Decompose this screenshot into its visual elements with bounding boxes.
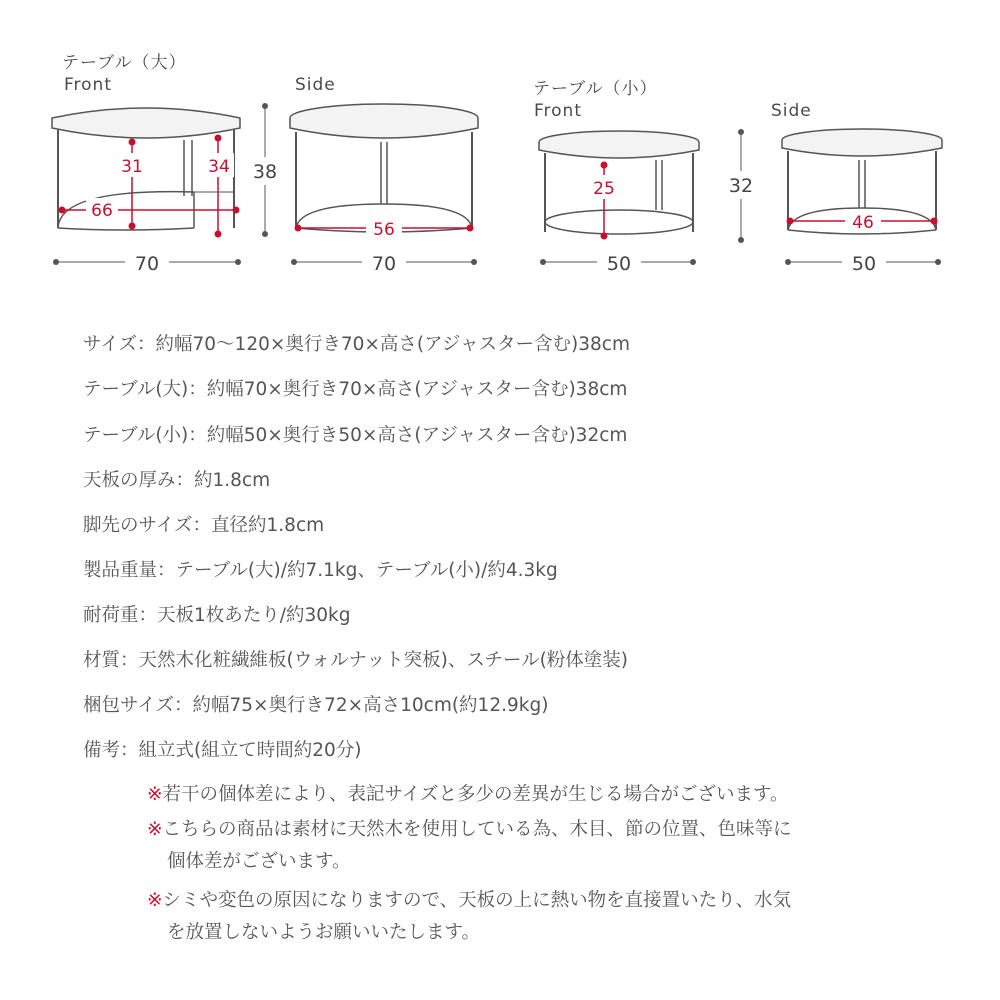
small-front-label: Front: [534, 101, 582, 121]
note-mark: ※: [147, 784, 163, 805]
large-front-dimensions: [53, 135, 241, 276]
large-side-dimensions: [291, 216, 477, 275]
spec-package-size: 梱包サイズ：約幅75×奥行き72×高さ10cm(約12.9kg): [83, 695, 549, 716]
small-side-base: 46: [852, 213, 874, 233]
dimension-diagram: [0, 0, 1000, 290]
large-front-width: 70: [134, 253, 160, 275]
spec-top-thickness: 天板の厚み：約1.8cm: [83, 470, 271, 491]
note-item: [147, 889, 791, 944]
large-front-base: 66: [91, 201, 113, 221]
spec-size: サイズ：約幅70〜120×奥行き70×高さ(アジャスター含む)38cm: [83, 334, 630, 355]
note-text: こちらの商品は素材に天然木を使用している為、木目、節の位置、色味等に: [162, 819, 792, 840]
note-item: [147, 818, 792, 873]
note-text: シミや変色の原因になりますので、天板の上に熱い物を直接置いたり、水気: [162, 890, 792, 911]
large-side-base: 56: [373, 220, 395, 240]
small-front-inner-height: 25: [593, 179, 615, 199]
small-height-dimension: [726, 129, 756, 243]
large-table-title: テーブル（大）: [62, 53, 187, 73]
spec-load-capacity: 耐荷重：天板1枚あたり/約30kg: [83, 605, 351, 626]
spec-small-table: テーブル(小)：約幅50×奥行き50×高さ(アジャスター含む)32cm: [83, 425, 628, 446]
note-text-continued: を放置しないようお願いいたします。: [167, 922, 481, 944]
large-front-inner-height: 31: [121, 157, 143, 177]
note-text: 若干の個体差により、表記サイズと多少の差異が生じる場合がございます。: [162, 784, 789, 805]
large-side-width: 70: [371, 253, 397, 275]
large-side-label: Side: [295, 75, 336, 95]
spec-large-table: テーブル(大)：約幅70×奥行き70×高さ(アジャスター含む)38cm: [83, 379, 628, 400]
note-mark: ※: [147, 819, 163, 840]
large-front-leg-height: 34: [208, 157, 230, 177]
small-side-dimensions: [785, 209, 941, 275]
small-height: 32: [728, 175, 754, 197]
large-side-drawing: [290, 104, 478, 232]
small-front-dimensions: [540, 162, 696, 276]
spec-weight: 製品重量：テーブル(大)/約7.1kg、テーブル(小)/約4.3kg: [83, 560, 558, 581]
note-text-continued: 個体差がございます。: [167, 851, 351, 873]
large-height: 38: [252, 161, 278, 183]
small-table-title: テーブル（小）: [533, 79, 658, 99]
small-side-label: Side: [771, 101, 812, 121]
large-front-label: Front: [64, 75, 112, 95]
large-height-dimension: [251, 103, 279, 237]
note-item: [147, 783, 789, 806]
note-mark: ※: [147, 890, 163, 911]
small-front-drawing: [539, 131, 699, 234]
spec-material: 材質：天然木化粧繊維板(ウォルナット突板)、スチール(粉体塗装): [83, 650, 629, 671]
spec-foot-size: 脚先のサイズ：直径約1.8cm: [83, 515, 325, 536]
small-side-width: 50: [851, 253, 877, 275]
small-front-width: 50: [606, 253, 632, 275]
spec-remarks: 備考：組立式(組立て時間約20分): [83, 740, 362, 761]
